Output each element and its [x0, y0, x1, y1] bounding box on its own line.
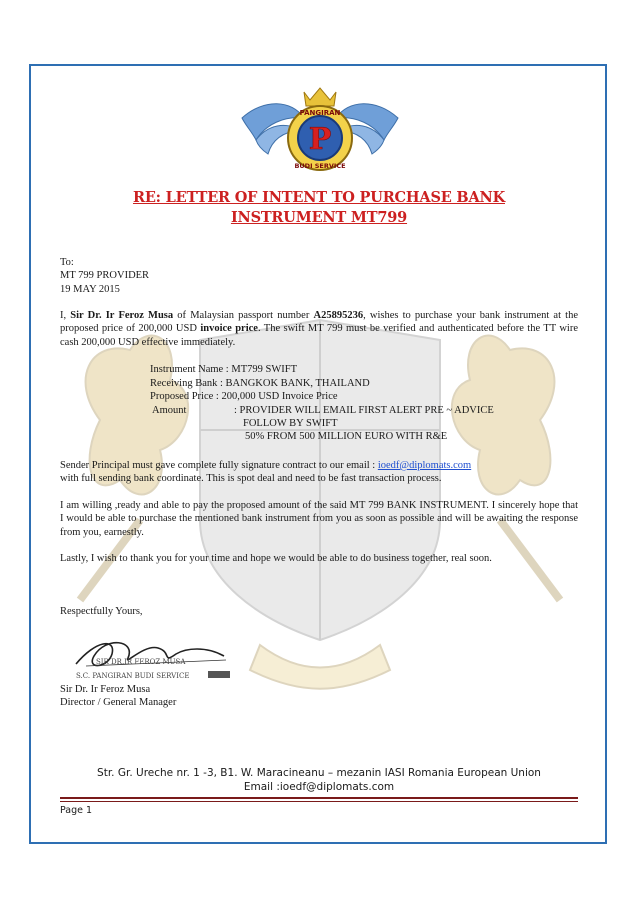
passport-number: A25895236 — [313, 310, 364, 321]
contract-line1: Sender Principal must gave complete fully signature contract to our email : ioedf@diplomats.com — [60, 460, 472, 471]
footer-email: Email :ioedf@diplomats.com — [243, 781, 395, 793]
footer-address: Str. Gr. Ureche nr. 1 -3, B1. W. Maracineanu – mezanin IASI Romania European Union — [97, 767, 541, 779]
willing-paragraph: I am willing ,ready and able to pay the proposed amount of the said MT 799 BANK INSTRUMENT. I sincerely hope that I would be able to purchase the mentioned bank instrument from you as soon as possible and will be awaiting the response from you, earnestly. — [60, 500, 578, 538]
detail-amount-label: Amount — [152, 405, 187, 416]
footer-rule-thin — [60, 801, 578, 802]
intro-paragraph: I, Sir Dr. Ir Feroz Musa of Malaysian passport number A25895236, wishes to purchase your bank instrument at the proposed price of 200,000 USD invoice price. The swift MT 799 must be verified and authenticated before the TT wire cash 200,000 USD effective immediately. — [60, 310, 579, 348]
closing-paragraph: Lastly, I wish to thank you for your time and hope we would be able to do business together, real soon. — [60, 553, 492, 564]
detail-amount-line2: FOLLOW BY SWIFT — [243, 418, 338, 429]
detail-amount-line3: 50% FROM 500 MILLION EURO WITH R&E — [245, 431, 448, 442]
logo-top-text: PANGIRAN — [299, 109, 341, 117]
signoff: Respectfully Yours, — [60, 606, 143, 617]
sender-name: Sir Dr. Ir Feroz Musa — [70, 310, 174, 321]
signature-stamp — [66, 630, 236, 682]
invoice-price: invoice price — [200, 323, 258, 335]
logo-letter: P — [308, 122, 332, 157]
detail-proposed-price: Proposed Price : 200,000 USD Invoice Price — [150, 391, 338, 402]
detail-amount-value: : PROVIDER WILL EMAIL FIRST ALERT PRE ~ ADVICE — [234, 405, 494, 416]
letter-title-line2: INSTRUMENT MT799 — [230, 209, 408, 226]
letter-title-line1: RE: LETTER OF INTENT TO PURCHASE BANK — [132, 189, 505, 206]
contract-line2: with full sending bank coordinate. This is spot deal and need to be fast transaction process. — [60, 473, 442, 484]
signature-company-stamp: S.C. PANGIRAN BUDI SERVICE — [76, 672, 190, 680]
recipient-to: To: — [60, 257, 74, 268]
page-number: Page 1 — [60, 805, 93, 816]
signer-name: Sir Dr. Ir Feroz Musa — [60, 684, 151, 695]
footer-rule — [60, 797, 578, 799]
logo-bottom-text: BUDI SERVICE — [294, 162, 346, 170]
signer-title: Director / General Manager — [60, 697, 177, 708]
company-logo — [234, 78, 406, 188]
detail-instrument: Instrument Name : MT799 SWIFT — [150, 364, 297, 375]
signature-name-stamp: SIR DR.IR FEROZ MUSA — [96, 658, 186, 666]
contract-email-link[interactable]: ioedf@diplomats.com — [377, 460, 472, 471]
recipient-name: MT 799 PROVIDER — [60, 270, 150, 281]
detail-receiving-bank: Receiving Bank : BANGKOK BANK, THAILAND — [150, 378, 370, 389]
letter-date: 19 MAY 2015 — [60, 284, 120, 295]
